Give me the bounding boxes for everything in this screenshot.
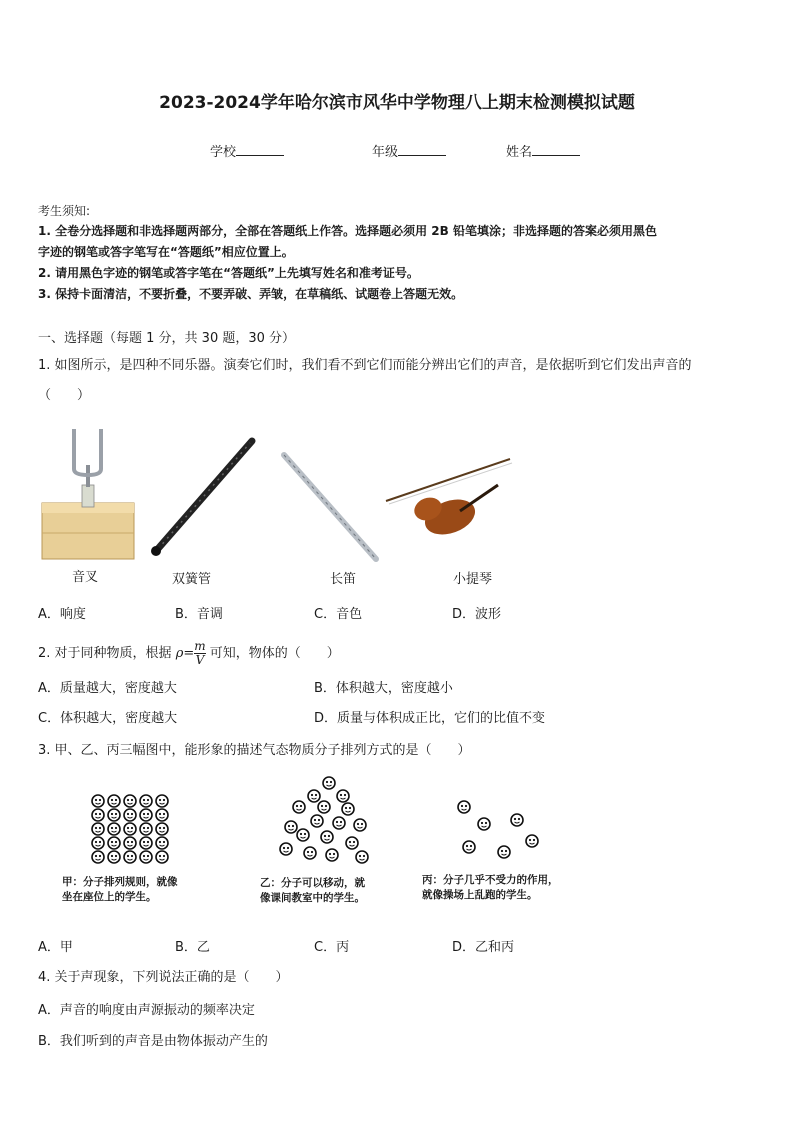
- solid-molecule: [108, 851, 120, 863]
- grade-label: 年级: [372, 145, 399, 160]
- notice-heading: 考生须知:: [38, 204, 91, 218]
- solid-molecule: [92, 809, 104, 821]
- caption-bing-line1: 丙：分子几乎不受力的作用，: [422, 874, 559, 886]
- caption-jia: [62, 875, 178, 905]
- solid-molecule: [108, 837, 120, 849]
- q1-text: 1. 如图所示，是四种不同乐器。演奏它们时，我们看不到它们而能分辨出它们的声音，是依据听到它们发出声音的: [38, 358, 692, 373]
- solid-molecule: [92, 851, 104, 863]
- solid-molecule: [140, 837, 152, 849]
- notice-line-1a: 1. 全卷分选择题和非选择题两部分，全部在答题纸上作答。选择题必须用 2B 铅笔填涂；非选择题的答案必须用黑色: [38, 224, 657, 238]
- molecules-figure: [80, 775, 560, 870]
- q1-option-a: A．响度: [38, 607, 86, 622]
- solid-molecule: [140, 809, 152, 821]
- solid-molecule: [124, 837, 136, 849]
- violin-image: [386, 459, 512, 541]
- solid-molecule: [108, 809, 120, 821]
- caption-bing-line2: 就像操场上乱跑的学生。: [422, 889, 538, 901]
- name-field: [506, 141, 580, 160]
- solid-molecule: [140, 851, 152, 863]
- grade-blank: [398, 144, 446, 156]
- flute-image: [284, 455, 376, 559]
- solid-molecule: [108, 823, 120, 835]
- caption-yi: [260, 876, 365, 906]
- formula-m: m: [194, 639, 206, 653]
- q2-suffix: 可知，物体的（ ）: [209, 646, 340, 661]
- caption-jia-line1: 甲：分子排列规则，就像: [62, 876, 178, 888]
- q1-option-d: D．波形: [452, 607, 502, 622]
- instrument-label-2: 双簧管: [172, 572, 212, 587]
- q1-option-b: B．音调: [175, 607, 223, 622]
- school-field: [210, 141, 284, 160]
- tuning-fork-image: [42, 429, 134, 559]
- gas-molecules: [458, 801, 538, 858]
- q3-option-d: D．乙和丙: [452, 940, 515, 955]
- q1-option-c: C．音色: [314, 607, 363, 622]
- q4-text: 4. 关于声现象，下列说法正确的是（ ）: [38, 970, 289, 985]
- solid-molecule: [92, 823, 104, 835]
- q2-option-d: D．质量与体积成正比，它们的比值不变: [314, 711, 546, 726]
- caption-jia-line2: 坐在座位上的学生。: [62, 891, 157, 903]
- q3-option-c: C．丙: [314, 940, 350, 955]
- solid-molecule: [108, 795, 120, 807]
- solid-molecule: [124, 795, 136, 807]
- solid-molecule: [156, 837, 168, 849]
- q3-option-a: A．甲: [38, 940, 73, 955]
- caption-yi-line2: 像课间教室中的学生。: [260, 892, 365, 904]
- q2-option-c: C．体积越大，密度越大: [38, 711, 178, 726]
- formula-v: V: [195, 653, 205, 667]
- instrument-label-4: 小提琴: [453, 572, 493, 587]
- solid-molecule: [92, 795, 104, 807]
- instrument-label-1: 音叉: [72, 570, 99, 585]
- solid-molecule: [124, 851, 136, 863]
- instruments-figure: [40, 425, 580, 570]
- q2-prefix: 2. 对于同种物质，根据: [38, 646, 172, 661]
- q2-option-a: A．质量越大，密度越大: [38, 681, 177, 696]
- name-label: 姓名: [506, 145, 533, 160]
- solid-molecule: [140, 823, 152, 835]
- school-label: 学校: [210, 145, 237, 160]
- solid-molecule: [156, 823, 168, 835]
- q1-paren: （ ）: [38, 388, 91, 403]
- solid-molecule: [124, 809, 136, 821]
- solid-molecule: [156, 851, 168, 863]
- instrument-label-3: 长笛: [330, 572, 357, 587]
- grade-field: [372, 141, 446, 160]
- q2-formula: ρ= $\frac{m}{V}$: [175, 639, 206, 667]
- school-blank: [236, 144, 284, 156]
- solid-molecule: [124, 823, 136, 835]
- q4-option-a: A．声音的响度由声源振动的频率决定: [38, 1003, 255, 1018]
- solid-molecule: [156, 795, 168, 807]
- oboe-image: [151, 441, 252, 556]
- caption-bing: [422, 873, 559, 903]
- notice-line-1b: 字迹的钢笔或答字笔写在“答题纸”相应位置上。: [38, 245, 294, 259]
- solid-molecule: [92, 837, 104, 849]
- section-heading: 一、选择题（每题 1 分，共 30 题，30 分）: [38, 331, 296, 346]
- q2-text: [38, 640, 340, 667]
- solid-molecule: [156, 809, 168, 821]
- liquid-molecules: [280, 777, 368, 863]
- q3-option-b: B．乙: [175, 940, 210, 955]
- page-title: 2023-2024学年哈尔滨市风华中学物理八上期末检测模拟试题: [159, 93, 635, 113]
- q3-text: 3. 甲、乙、丙三幅图中，能形象的描述气态物质分子排列方式的是（ ）: [38, 743, 471, 758]
- notice-line-2: 2. 请用黑色字迹的钢笔或答字笔在“答题纸”上先填写姓名和准考证号。: [38, 266, 419, 280]
- formula-rho: ρ: [175, 646, 184, 661]
- solid-molecule: [140, 795, 152, 807]
- name-blank: [532, 144, 580, 156]
- caption-yi-line1: 乙：分子可以移动，就: [260, 877, 365, 889]
- solid-molecules: [92, 795, 168, 863]
- q4-option-b: B．我们听到的声音是由物体振动产生的: [38, 1034, 268, 1049]
- notice-line-3: 3. 保持卡面清洁，不要折叠，不要弄破、弄皱，在草稿纸、试题卷上答题无效。: [38, 287, 464, 301]
- q2-option-b: B．体积越大，密度越小: [314, 681, 453, 696]
